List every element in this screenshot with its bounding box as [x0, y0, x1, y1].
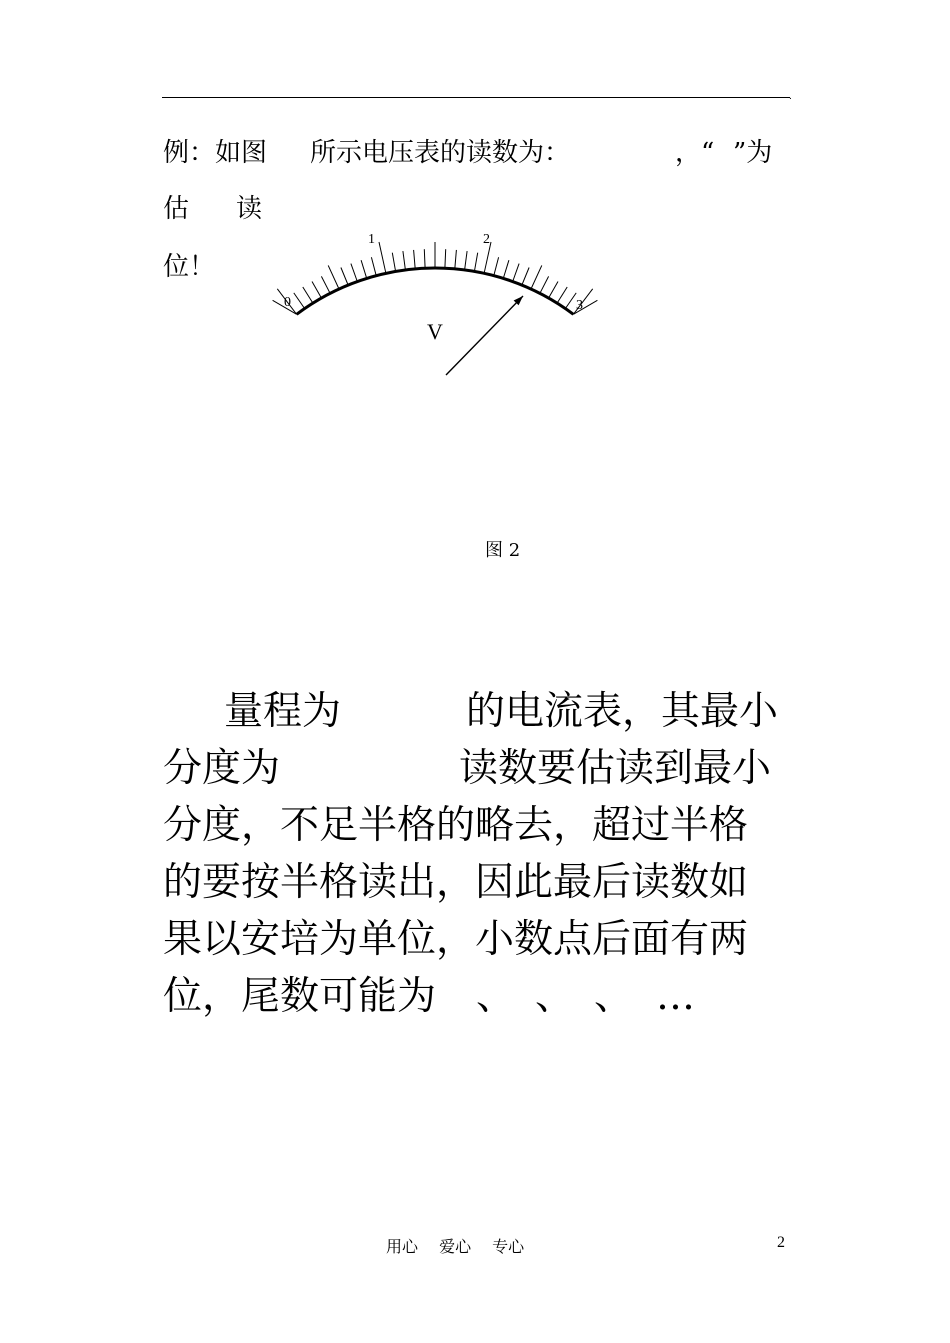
scale-tick	[557, 287, 567, 303]
figure-caption: 图 2	[485, 540, 521, 561]
scale-tick	[513, 264, 519, 282]
scale-tick	[565, 293, 576, 309]
para-line2-rest: 读数要估读到最小	[459, 746, 772, 791]
example-label: 例：如图	[163, 138, 268, 168]
para-comma-1: 、	[476, 974, 516, 1019]
scale-tick	[361, 260, 367, 278]
para-line4: 的要按半格读出，因此最后读数如	[163, 860, 749, 905]
scale-tick	[371, 257, 376, 275]
scale-tick	[531, 265, 542, 289]
voltmeter-figure	[270, 220, 600, 385]
example-wei: 位！	[163, 252, 216, 282]
example-quote-close: ”为	[733, 138, 773, 168]
scale-label-3: 3	[576, 298, 583, 313]
para-line5: 果以安培为单位，小数点后面有两	[163, 917, 749, 962]
example-quote-open: ，“	[675, 138, 715, 168]
para-line1-rest: 的电流表，其最小	[466, 689, 779, 734]
scale-tick	[549, 282, 558, 299]
scale-tick	[522, 268, 529, 286]
scale-tick	[403, 251, 406, 270]
footer-motto: 用心 爱心 专心	[386, 1237, 525, 1256]
scale-label-0: 0	[284, 295, 291, 310]
scale-tick	[294, 293, 305, 309]
para-range-label: 量程为	[224, 689, 342, 734]
para-line6: 位，尾数可能为	[163, 974, 437, 1019]
scale-tick	[321, 276, 330, 293]
scale-tick	[455, 250, 457, 269]
para-division-label: 分度为	[163, 746, 281, 791]
scale-label-1: 1	[368, 232, 375, 247]
para-comma-3: 、	[594, 974, 634, 1019]
scale-tick	[445, 249, 446, 268]
para-line3: 分度，不足半格的略去，超过半格	[163, 803, 749, 848]
header-rule-mark: .	[789, 92, 792, 102]
para-comma-2: 、	[535, 974, 575, 1019]
scale-tick	[414, 250, 416, 269]
header-rule	[162, 97, 790, 98]
scale-tick	[540, 276, 549, 293]
page-number: 2	[777, 1234, 785, 1251]
scale-tick	[312, 282, 321, 299]
scale-tick	[503, 260, 509, 278]
scale-ticks	[277, 242, 592, 314]
scale-arc	[297, 268, 574, 314]
meter-symbol: V	[427, 319, 443, 344]
scale-tick	[379, 242, 386, 273]
scale-tick	[474, 253, 477, 272]
scale-tick	[392, 253, 395, 272]
example-text: 所示电压表的读数为：	[310, 138, 571, 168]
scale-tick	[328, 265, 339, 289]
scale-tick	[424, 249, 425, 268]
para-ellipsis: …	[656, 974, 695, 1019]
meter-pointer	[446, 296, 523, 375]
scale-tick	[351, 264, 357, 282]
scale-label-2: 2	[483, 232, 490, 247]
scale-tick	[341, 268, 348, 286]
example-du: 读	[236, 194, 263, 224]
scale-tick	[494, 257, 499, 275]
example-gu: 估	[163, 194, 190, 224]
scale-tick	[465, 251, 468, 270]
scale-tick	[303, 287, 313, 303]
